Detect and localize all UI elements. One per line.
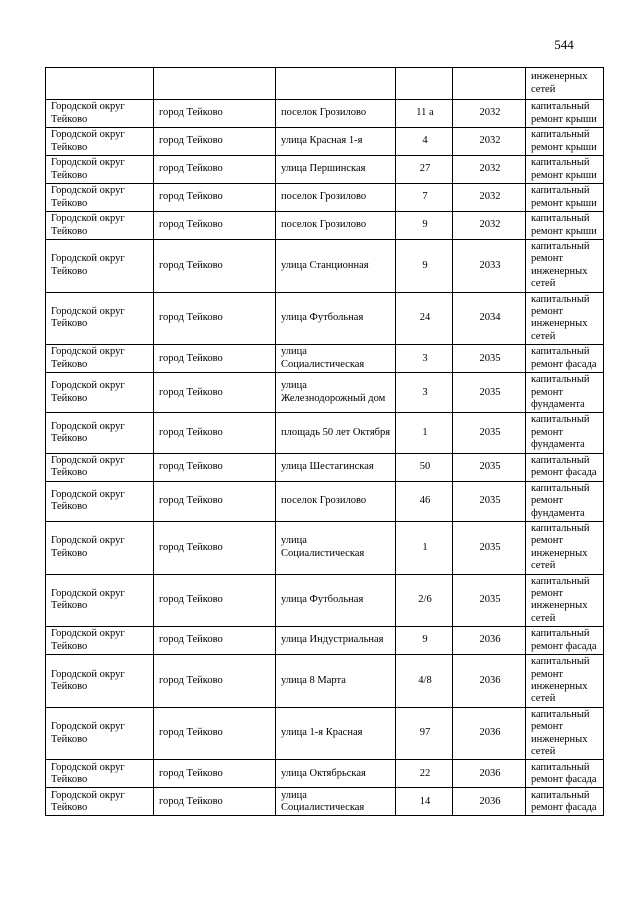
house-number-cell bbox=[396, 68, 453, 100]
table-row bbox=[46, 627, 604, 655]
municipality-cell: Городской округ Тейково bbox=[46, 100, 154, 128]
table-row bbox=[46, 521, 604, 574]
house-number-cell: 9 bbox=[396, 240, 453, 293]
repair-schedule-table bbox=[45, 67, 604, 816]
year-cell: 2035 bbox=[453, 521, 526, 574]
house-number-cell: 14 bbox=[396, 788, 453, 816]
year-cell: 2033 bbox=[453, 240, 526, 293]
year-cell: 2035 bbox=[453, 453, 526, 481]
house-number-cell: 22 bbox=[396, 760, 453, 788]
street-cell: поселок Грозилово bbox=[276, 184, 396, 212]
year-cell: 2032 bbox=[453, 128, 526, 156]
municipality-cell: Городской округ Тейково bbox=[46, 413, 154, 453]
city-cell: город Тейково bbox=[154, 345, 276, 373]
city-cell: город Тейково bbox=[154, 212, 276, 240]
year-cell bbox=[453, 68, 526, 100]
municipality-cell: Городской округ Тейково bbox=[46, 521, 154, 574]
street-cell: улица Красная 1-я bbox=[276, 128, 396, 156]
street-cell: улица Футбольная bbox=[276, 574, 396, 627]
house-number-cell: 4/8 bbox=[396, 655, 453, 708]
city-cell: город Тейково bbox=[154, 574, 276, 627]
work-type-cell: капитальный ремонт инженерных сетей bbox=[526, 707, 604, 760]
table-row bbox=[46, 655, 604, 708]
municipality-cell: Городской округ Тейково bbox=[46, 240, 154, 293]
work-type-cell: капитальный ремонт крыши bbox=[526, 100, 604, 128]
work-type-cell: капитальный ремонт крыши bbox=[526, 212, 604, 240]
street-cell: поселок Грозилово bbox=[276, 100, 396, 128]
city-cell: город Тейково bbox=[154, 627, 276, 655]
house-number-cell: 7 bbox=[396, 184, 453, 212]
house-number-cell: 9 bbox=[396, 212, 453, 240]
house-number-cell: 9 bbox=[396, 627, 453, 655]
street-cell: площадь 50 лет Октября bbox=[276, 413, 396, 453]
municipality-cell: Городской округ Тейково bbox=[46, 345, 154, 373]
city-cell: город Тейково bbox=[154, 128, 276, 156]
work-type-cell: капитальный ремонт крыши bbox=[526, 156, 604, 184]
year-cell: 2036 bbox=[453, 707, 526, 760]
municipality-cell: Городской округ Тейково bbox=[46, 212, 154, 240]
street-cell: улица 8 Марта bbox=[276, 655, 396, 708]
city-cell: город Тейково bbox=[154, 100, 276, 128]
house-number-cell: 24 bbox=[396, 292, 453, 345]
municipality-cell bbox=[46, 68, 154, 100]
municipality-cell: Городской округ Тейково bbox=[46, 292, 154, 345]
page-number: 544 bbox=[554, 37, 574, 52]
house-number-cell: 4 bbox=[396, 128, 453, 156]
city-cell: город Тейково bbox=[154, 788, 276, 816]
table-row bbox=[46, 100, 604, 128]
table-row bbox=[46, 292, 604, 345]
city-cell: город Тейково bbox=[154, 707, 276, 760]
street-cell: улица Железнодорожный дом bbox=[276, 373, 396, 413]
table-row bbox=[46, 373, 604, 413]
municipality-cell: Городской округ Тейково bbox=[46, 788, 154, 816]
house-number-cell: 3 bbox=[396, 345, 453, 373]
house-number-cell: 97 bbox=[396, 707, 453, 760]
work-type-cell: капитальный ремонт инженерных сетей bbox=[526, 574, 604, 627]
municipality-cell: Городской округ Тейково bbox=[46, 373, 154, 413]
city-cell: город Тейково bbox=[154, 373, 276, 413]
city-cell: город Тейково bbox=[154, 240, 276, 293]
street-cell: улица Футбольная bbox=[276, 292, 396, 345]
table-row bbox=[46, 760, 604, 788]
street-cell: улица Социалистическая bbox=[276, 345, 396, 373]
street-cell: улица Социалистическая bbox=[276, 521, 396, 574]
work-type-cell: инженерных сетей bbox=[526, 68, 604, 100]
year-cell: 2035 bbox=[453, 345, 526, 373]
work-type-cell: капитальный ремонт фундамента bbox=[526, 373, 604, 413]
work-type-cell: капитальный ремонт фасада bbox=[526, 345, 604, 373]
table-row bbox=[46, 156, 604, 184]
work-type-cell: капитальный ремонт фундамента bbox=[526, 481, 604, 521]
house-number-cell: 46 bbox=[396, 481, 453, 521]
municipality-cell: Городской округ Тейково bbox=[46, 156, 154, 184]
work-type-cell: капитальный ремонт фасада bbox=[526, 760, 604, 788]
city-cell: город Тейково bbox=[154, 184, 276, 212]
city-cell: город Тейково bbox=[154, 156, 276, 184]
year-cell: 2035 bbox=[453, 413, 526, 453]
table-row bbox=[46, 128, 604, 156]
municipality-cell: Городской округ Тейково bbox=[46, 128, 154, 156]
year-cell: 2036 bbox=[453, 655, 526, 708]
table-row bbox=[46, 212, 604, 240]
year-cell: 2036 bbox=[453, 627, 526, 655]
work-type-cell: капитальный ремонт инженерных сетей bbox=[526, 240, 604, 293]
table-row bbox=[46, 574, 604, 627]
municipality-cell: Городской округ Тейково bbox=[46, 760, 154, 788]
year-cell: 2035 bbox=[453, 481, 526, 521]
street-cell: улица 1-я Красная bbox=[276, 707, 396, 760]
work-type-cell: капитальный ремонт фасада bbox=[526, 627, 604, 655]
municipality-cell: Городской округ Тейково bbox=[46, 574, 154, 627]
table-body bbox=[46, 68, 604, 816]
year-cell: 2035 bbox=[453, 574, 526, 627]
work-type-cell: капитальный ремонт крыши bbox=[526, 184, 604, 212]
year-cell: 2035 bbox=[453, 373, 526, 413]
work-type-cell: капитальный ремонт крыши bbox=[526, 128, 604, 156]
street-cell: улица Социалистическая bbox=[276, 788, 396, 816]
city-cell: город Тейково bbox=[154, 760, 276, 788]
year-cell: 2034 bbox=[453, 292, 526, 345]
table-row bbox=[46, 707, 604, 760]
street-cell: поселок Грозилово bbox=[276, 212, 396, 240]
street-cell: улица Шестагинская bbox=[276, 453, 396, 481]
table-row bbox=[46, 453, 604, 481]
table-row bbox=[46, 481, 604, 521]
table-row bbox=[46, 240, 604, 293]
table-row bbox=[46, 345, 604, 373]
municipality-cell: Городской округ Тейково bbox=[46, 453, 154, 481]
city-cell bbox=[154, 68, 276, 100]
street-cell: улица Индустриальная bbox=[276, 627, 396, 655]
house-number-cell: 27 bbox=[396, 156, 453, 184]
city-cell: город Тейково bbox=[154, 481, 276, 521]
street-cell: улица Першинская bbox=[276, 156, 396, 184]
work-type-cell: капитальный ремонт инженерных сетей bbox=[526, 292, 604, 345]
house-number-cell: 2/6 bbox=[396, 574, 453, 627]
municipality-cell: Городской округ Тейково bbox=[46, 481, 154, 521]
table-row bbox=[46, 184, 604, 212]
street-cell: поселок Грозилово bbox=[276, 481, 396, 521]
house-number-cell: 50 bbox=[396, 453, 453, 481]
city-cell: город Тейково bbox=[154, 521, 276, 574]
work-type-cell: капитальный ремонт фасада bbox=[526, 788, 604, 816]
work-type-cell: капитальный ремонт инженерных сетей bbox=[526, 521, 604, 574]
year-cell: 2032 bbox=[453, 100, 526, 128]
year-cell: 2036 bbox=[453, 788, 526, 816]
city-cell: город Тейково bbox=[154, 413, 276, 453]
table-row bbox=[46, 788, 604, 816]
street-cell: улица Станционная bbox=[276, 240, 396, 293]
year-cell: 2032 bbox=[453, 212, 526, 240]
work-type-cell: капитальный ремонт фасада bbox=[526, 453, 604, 481]
year-cell: 2036 bbox=[453, 760, 526, 788]
house-number-cell: 11 а bbox=[396, 100, 453, 128]
city-cell: город Тейково bbox=[154, 292, 276, 345]
municipality-cell: Городской округ Тейково bbox=[46, 655, 154, 708]
table-row bbox=[46, 413, 604, 453]
year-cell: 2032 bbox=[453, 156, 526, 184]
municipality-cell: Городской округ Тейково bbox=[46, 707, 154, 760]
house-number-cell: 3 bbox=[396, 373, 453, 413]
municipality-cell: Городской округ Тейково bbox=[46, 627, 154, 655]
city-cell: город Тейково bbox=[154, 655, 276, 708]
street-cell: улица Октябрьская bbox=[276, 760, 396, 788]
municipality-cell: Городской округ Тейково bbox=[46, 184, 154, 212]
work-type-cell: капитальный ремонт инженерных сетей bbox=[526, 655, 604, 708]
work-type-cell: капитальный ремонт фундамента bbox=[526, 413, 604, 453]
house-number-cell: 1 bbox=[396, 521, 453, 574]
city-cell: город Тейково bbox=[154, 453, 276, 481]
table-row bbox=[46, 68, 604, 100]
year-cell: 2032 bbox=[453, 184, 526, 212]
house-number-cell: 1 bbox=[396, 413, 453, 453]
street-cell bbox=[276, 68, 396, 100]
